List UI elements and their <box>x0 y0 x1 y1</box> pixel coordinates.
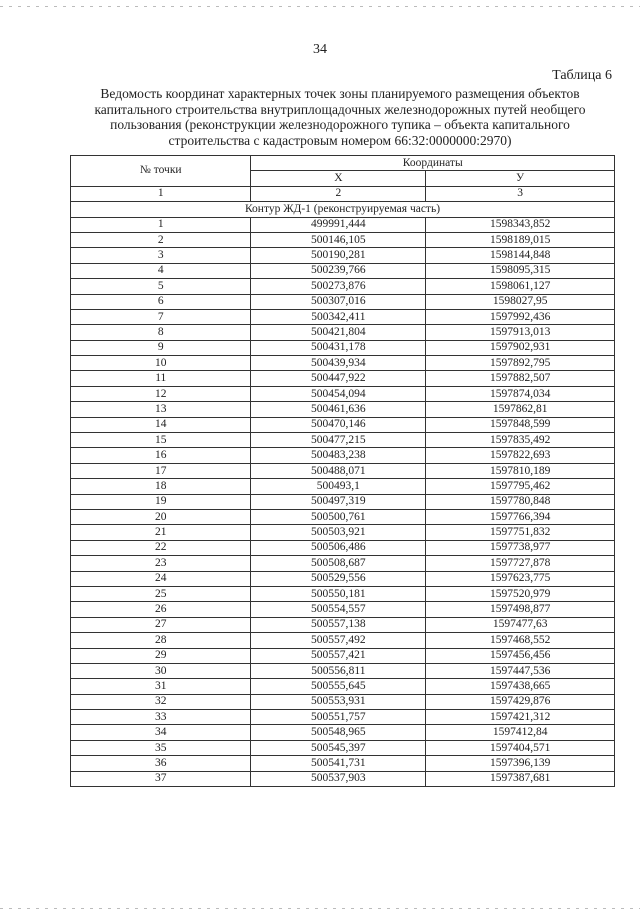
y-coordinate-cell: 1597902,931 <box>426 340 615 355</box>
y-coordinate-cell: 1597498,877 <box>426 602 615 617</box>
point-number-cell: 24 <box>71 571 251 586</box>
table-row <box>71 663 615 678</box>
scan-artifact-bottom <box>0 908 640 909</box>
point-number-cell: 28 <box>71 633 251 648</box>
table-row <box>71 771 615 786</box>
x-coordinate-cell: 500447,922 <box>251 371 426 386</box>
table-row <box>71 386 615 401</box>
header-point-number: № точки <box>71 156 251 187</box>
point-number-cell: 1 <box>71 217 251 232</box>
x-coordinate-cell: 500557,492 <box>251 633 426 648</box>
scan-artifact-top <box>0 6 640 7</box>
x-coordinate-cell: 500548,965 <box>251 725 426 740</box>
x-coordinate-cell: 500555,645 <box>251 679 426 694</box>
point-number-cell: 22 <box>71 540 251 555</box>
point-number-cell: 33 <box>71 710 251 725</box>
y-coordinate-cell: 1597520,979 <box>426 586 615 601</box>
table-row <box>71 417 615 432</box>
y-coordinate-cell: 1598343,852 <box>426 217 615 232</box>
column-index-row <box>71 186 615 201</box>
table-row <box>71 509 615 524</box>
point-number-cell: 7 <box>71 309 251 324</box>
table-row <box>71 448 615 463</box>
x-coordinate-cell: 500461,636 <box>251 402 426 417</box>
y-coordinate-cell: 1597795,462 <box>426 479 615 494</box>
y-coordinate-cell: 1597766,394 <box>426 509 615 524</box>
x-coordinate-cell: 500431,178 <box>251 340 426 355</box>
x-coordinate-cell: 500439,934 <box>251 356 426 371</box>
point-number-cell: 35 <box>71 740 251 755</box>
table-row <box>71 494 615 509</box>
point-number-cell: 30 <box>71 663 251 678</box>
point-number-cell: 18 <box>71 479 251 494</box>
y-coordinate-cell: 1597822,693 <box>426 448 615 463</box>
point-number-cell: 25 <box>71 586 251 601</box>
table-row <box>71 633 615 648</box>
point-number-cell: 8 <box>71 325 251 340</box>
table-row <box>71 279 615 294</box>
y-coordinate-cell: 1597862,81 <box>426 402 615 417</box>
table-row <box>71 325 615 340</box>
table-label: Таблица 6 <box>552 68 612 83</box>
contour-row <box>71 202 615 217</box>
point-number-cell: 4 <box>71 263 251 278</box>
point-number-cell: 23 <box>71 556 251 571</box>
x-coordinate-cell: 500500,761 <box>251 509 426 524</box>
x-coordinate-cell: 500307,016 <box>251 294 426 309</box>
x-coordinate-cell: 500273,876 <box>251 279 426 294</box>
x-coordinate-cell: 500551,757 <box>251 710 426 725</box>
y-coordinate-cell: 1597438,665 <box>426 679 615 694</box>
table-row <box>71 232 615 247</box>
y-coordinate-cell: 1598061,127 <box>426 279 615 294</box>
table-row <box>71 294 615 309</box>
point-number-cell: 6 <box>71 294 251 309</box>
table-row <box>71 525 615 540</box>
point-number-cell: 21 <box>71 525 251 540</box>
table-row <box>71 694 615 709</box>
table-row <box>71 602 615 617</box>
table-row <box>71 479 615 494</box>
x-coordinate-cell: 500529,556 <box>251 571 426 586</box>
y-coordinate-cell: 1597848,599 <box>426 417 615 432</box>
y-coordinate-cell: 1597429,876 <box>426 694 615 709</box>
point-number-cell: 31 <box>71 679 251 694</box>
table-row <box>71 340 615 355</box>
x-coordinate-cell: 500421,804 <box>251 325 426 340</box>
y-coordinate-cell: 1597913,013 <box>426 325 615 340</box>
x-coordinate-cell: 500239,766 <box>251 263 426 278</box>
point-number-cell: 9 <box>71 340 251 355</box>
y-coordinate-cell: 1597727,878 <box>426 556 615 571</box>
point-number-cell: 15 <box>71 433 251 448</box>
point-number-cell: 20 <box>71 509 251 524</box>
y-coordinate-cell: 1597412,84 <box>426 725 615 740</box>
table-row <box>71 356 615 371</box>
x-coordinate-cell: 500537,903 <box>251 771 426 786</box>
table-row <box>71 371 615 386</box>
table-row <box>71 571 615 586</box>
y-coordinate-cell: 1597387,681 <box>426 771 615 786</box>
y-coordinate-cell: 1597421,312 <box>426 710 615 725</box>
x-coordinate-cell: 500553,931 <box>251 694 426 709</box>
table-row <box>71 617 615 632</box>
y-coordinate-cell: 1597780,848 <box>426 494 615 509</box>
x-coordinate-cell: 500541,731 <box>251 756 426 771</box>
y-coordinate-cell: 1597447,536 <box>426 663 615 678</box>
x-coordinate-cell: 500508,687 <box>251 556 426 571</box>
point-number-cell: 26 <box>71 602 251 617</box>
table-row <box>71 248 615 263</box>
x-coordinate-cell: 500146,105 <box>251 232 426 247</box>
table-row <box>71 586 615 601</box>
y-coordinate-cell: 1597874,034 <box>426 386 615 401</box>
x-coordinate-cell: 500483,238 <box>251 448 426 463</box>
table-row <box>71 740 615 755</box>
y-coordinate-cell: 1598095,315 <box>426 263 615 278</box>
y-coordinate-cell: 1597892,795 <box>426 356 615 371</box>
y-coordinate-cell: 1597835,492 <box>426 433 615 448</box>
point-number-cell: 13 <box>71 402 251 417</box>
table-row <box>71 263 615 278</box>
point-number-cell: 5 <box>71 279 251 294</box>
y-coordinate-cell: 1597992,436 <box>426 309 615 324</box>
x-coordinate-cell: 500497,319 <box>251 494 426 509</box>
x-coordinate-cell: 500342,411 <box>251 309 426 324</box>
table-row <box>71 433 615 448</box>
table-row <box>71 217 615 232</box>
contour-title: Контур ЖД-1 (реконструируемая часть) <box>71 202 615 217</box>
y-coordinate-cell: 1597468,552 <box>426 633 615 648</box>
point-number-cell: 17 <box>71 463 251 478</box>
y-coordinate-cell: 1597456,456 <box>426 648 615 663</box>
point-number-cell: 10 <box>71 356 251 371</box>
point-number-cell: 19 <box>71 494 251 509</box>
point-number-cell: 11 <box>71 371 251 386</box>
table-row <box>71 463 615 478</box>
y-coordinate-cell: 1597623,775 <box>426 571 615 586</box>
x-coordinate-cell: 500556,811 <box>251 663 426 678</box>
y-coordinate-cell: 1598189,015 <box>426 232 615 247</box>
y-coordinate-cell: 1597810,189 <box>426 463 615 478</box>
y-coordinate-cell: 1597477,63 <box>426 617 615 632</box>
x-coordinate-cell: 500493,1 <box>251 479 426 494</box>
x-coordinate-cell: 500557,138 <box>251 617 426 632</box>
x-coordinate-cell: 500557,421 <box>251 648 426 663</box>
x-coordinate-cell: 500488,071 <box>251 463 426 478</box>
point-number-cell: 12 <box>71 386 251 401</box>
column-index-1: 1 <box>71 186 251 201</box>
x-coordinate-cell: 500550,181 <box>251 586 426 601</box>
x-coordinate-cell: 500545,397 <box>251 740 426 755</box>
point-number-cell: 34 <box>71 725 251 740</box>
point-number-cell: 16 <box>71 448 251 463</box>
table-row <box>71 648 615 663</box>
point-number-cell: 29 <box>71 648 251 663</box>
x-coordinate-cell: 500477,215 <box>251 433 426 448</box>
y-coordinate-cell: 1598027,95 <box>426 294 615 309</box>
header-x: X <box>251 171 426 186</box>
y-coordinate-cell: 1597396,139 <box>426 756 615 771</box>
table-row <box>71 540 615 555</box>
y-coordinate-cell: 1597751,832 <box>426 525 615 540</box>
y-coordinate-cell: 1597404,571 <box>426 740 615 755</box>
x-coordinate-cell: 500503,921 <box>251 525 426 540</box>
y-coordinate-cell: 1597738,977 <box>426 540 615 555</box>
document-title: Ведомость координат характерных точек зоны планируемого размещения объектов капитального строительства внутриплощадочных железнодорожных путей необщего пользования (реконструкции железнодорожного тупика – объекта капитального строительства с кадастровым номером 66:32:0000000:2970) <box>94 86 586 148</box>
header-y: У <box>426 171 615 186</box>
table-header-row <box>71 156 615 171</box>
point-number-cell: 3 <box>71 248 251 263</box>
x-coordinate-cell: 500506,486 <box>251 540 426 555</box>
x-coordinate-cell: 500470,146 <box>251 417 426 432</box>
table-row <box>71 679 615 694</box>
column-index-2: 2 <box>251 186 426 201</box>
column-index-3: 3 <box>426 186 615 201</box>
point-number-cell: 14 <box>71 417 251 432</box>
table-row <box>71 309 615 324</box>
x-coordinate-cell: 500454,094 <box>251 386 426 401</box>
point-number-cell: 37 <box>71 771 251 786</box>
x-coordinate-cell: 500554,557 <box>251 602 426 617</box>
page-number: 34 <box>313 42 327 57</box>
x-coordinate-cell: 499991,444 <box>251 217 426 232</box>
coordinates-table <box>70 155 615 787</box>
point-number-cell: 32 <box>71 694 251 709</box>
y-coordinate-cell: 1597882,507 <box>426 371 615 386</box>
table-row <box>71 556 615 571</box>
point-number-cell: 36 <box>71 756 251 771</box>
table-row <box>71 756 615 771</box>
y-coordinate-cell: 1598144,848 <box>426 248 615 263</box>
point-number-cell: 2 <box>71 232 251 247</box>
table-row <box>71 710 615 725</box>
header-coordinates: Координаты <box>251 156 615 171</box>
x-coordinate-cell: 500190,281 <box>251 248 426 263</box>
table-row <box>71 725 615 740</box>
point-number-cell: 27 <box>71 617 251 632</box>
table-row <box>71 402 615 417</box>
